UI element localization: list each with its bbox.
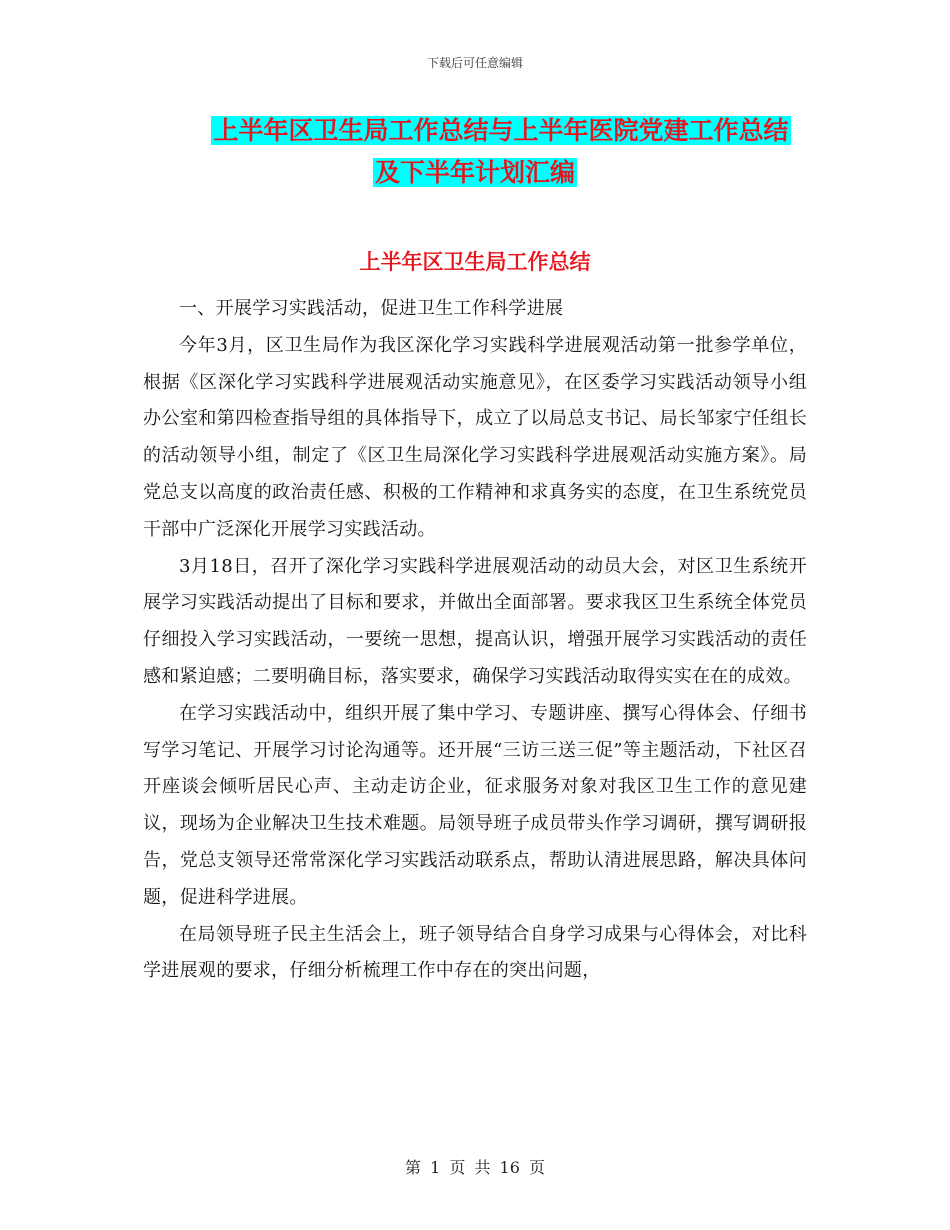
document-title-line-1-wrap <box>0 110 950 152</box>
paragraph: 今年3月，区卫生局作为我区深化学习实践科学进展观活动第一批参学单位，根据《区深化学习实践科学进展观活动实施意见》，在区委学习实践活动领导小组办公室和第四检查指导组的具体指导下，成立了以局总支书记、局长邹家宁任组长的活动领导小组，制定了《区卫生局深化学习实践科学进展观活动实施方案》。局党总支以高度的政治责任感、积极的工作精神和求真务实的态度，在卫生系统党员干部中广泛深化开展学习实践活动。 <box>143 334 807 540</box>
paragraph: 在学习实践活动中，组织开展了集中学习、专题讲座、撰写心得体会、仔细书写学习笔记、开展学习讨论沟通等。还开展“三访三送三促”等主题活动，下社区召开座谈会倾听居民心声、主动走访企业，征求服务对象对我区卫生工作的意见建议，现场为企业解决卫生技术难题。局领导班子成员带头作学习调研，撰写调研报告，党总支领导还常常深化学习实践活动联系点，帮助认清进展思路，解决具体问题，促进科学进展。 <box>143 702 807 908</box>
document-title-line-2: 及下半年计划汇编 <box>374 158 575 187</box>
paragraph-heading: 一、开展学习实践活动，促进卫生工作科学进展 <box>179 298 564 319</box>
document-title-line-1: 上半年区卫生局工作总结与上半年医院党建工作总结 <box>213 116 789 145</box>
paragraph: 3月18日，召开了深化学习实践科学进展观活动的动员大会，对区卫生系统开展学习实践活动提出了目标和要求，并做出全面部署。要求我区卫生系统全体党员仔细投入学习实践活动，一要统一思想，提高认识，增强开展学习实践活动的责任感和紧迫感；二要明确目标，落实要求，确保学习实践活动取得实实在在的成效。 <box>143 555 807 687</box>
section-title: 上半年区卫生局工作总结 <box>359 250 591 274</box>
page-number: 第 1 页 共 16 页 <box>405 1158 545 1177</box>
document-title-line-2-wrap <box>373 158 577 187</box>
document-title <box>0 110 950 194</box>
document-body <box>143 291 807 990</box>
paragraph: 在局领导班子民主生活会上，班子领导结合自身学习成果与心得体会，对比科学进展观的要求，仔细分析梳理工作中存在的突出问题， <box>143 923 807 982</box>
header-note: 下载后可任意编辑 <box>426 56 523 70</box>
